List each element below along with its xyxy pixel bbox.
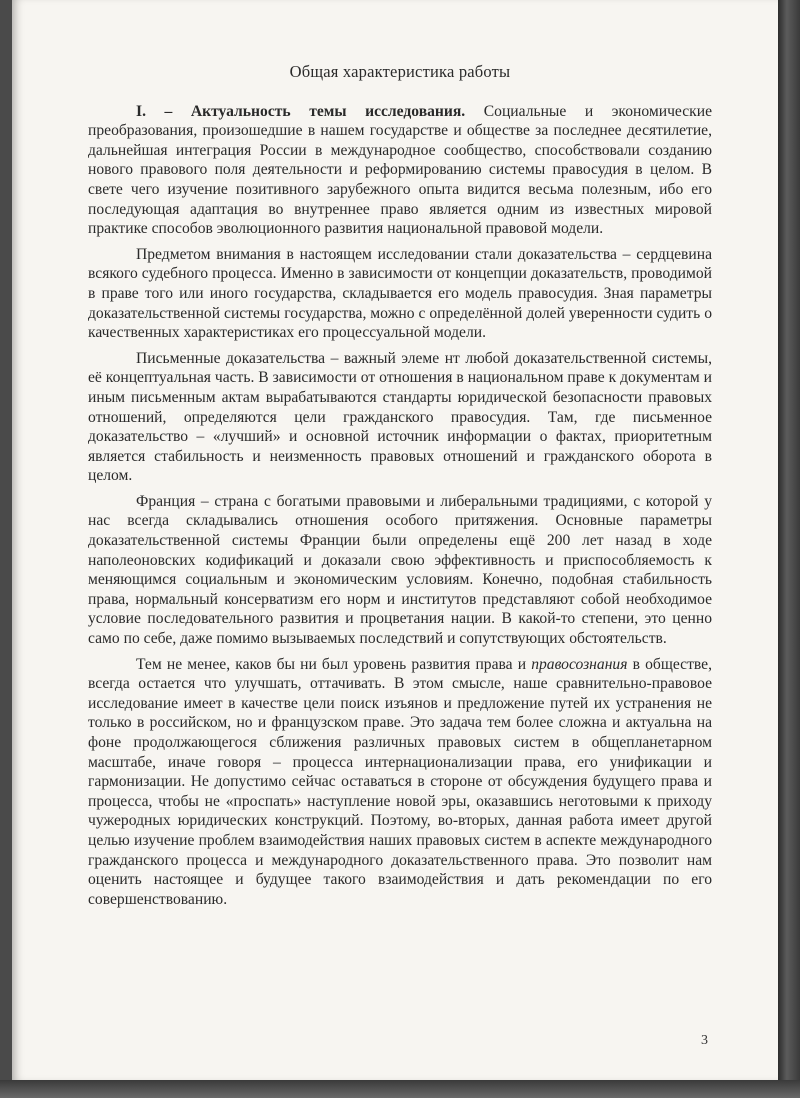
paragraph-relevance [88,102,712,239]
page-edge-right [778,0,800,1098]
page-number: 3 [701,1033,708,1048]
section-title: Общая характеристика работы [289,62,511,81]
paragraph-comparative-study [88,655,712,910]
paragraph-subject: Предметом внимания в настоящем исследовании стали доказательства – сердцевина всякого судебного процесса. Именно в зависимости от концепции доказательств, проводимой в праве того или иного государства, складывается его модель правосудия. Зная параметры доказательственной системы государства, можно с определённой долей уверенности судить о качественных характеристиках его процессуальной модели. [88,245,712,342]
comparative-text-start: Тем не менее, каков бы ни был уровень развития права и [136,655,532,673]
relevance-text: Социальные и экономические преобразования, произошедшие в нашем государстве и обществе за последнее десятилетие, дальнейшая интеграция России в международное сообщество, способствовали созданию нового правового поля деятельности и реформированию системы правосудия в целом. В свете чего изучение позитивного зарубежного опыта видится весьма полезным, ибо его последующая адаптация во внутреннее право является одним из известных мировой практике способов эволюционного развития национальной правовой модели. [88,102,712,238]
comparative-text-end: в обществе, всегда остается что улучшать, оттачивать. В этом смысле, наше сравнительно-правовое исследование имеет в качестве цели поиск изъянов и предложение путей их устранения не только в российском, но и французском праве. Это задача тем более сложна и актуальна на фоне продолжающегося сближения различных правовых систем в общепланетарном масштабе, иначе говоря – процесса интернационализации права, его унификации и гармонизации. Не допустимо сейчас оставаться в стороне от обсуждения будущего права и процесса, чтобы не «проспать» наступление новой эры, оказавшись неготовыми к приходу чужеродных юридических конструкций. Поэтому, во-вторых, данная работа имеет другой целью изучение проблем взаимодействия наших правовых систем в аспекте международного гражданского процесса и международного доказательственного права. Это позволит нам оценить настоящее и будущее такого взаимодействия и дать рекомендации по его совершенствованию. [88,655,712,908]
document-page [12,0,780,1080]
page-edge-bottom [0,1080,800,1098]
emphasized-term: правосознания [531,655,628,673]
relevance-heading: I. – Актуальность темы исследования. [136,102,466,120]
paragraph-france: Франция – страна с богатыми правовыми и либеральными традициями, с которой у нас всегда складывались отношения особого притяжения. Основные параметры доказательственной системы Франции были определены ещё 200 лет назад в ходе наполеоновских кодификаций и доказали свою эффективность и приспособляемость к меняющимся социальным и экономическим условиям. Конечно, подобная стабильность права, нормальный консерватизм его норм и институтов представляют собой необходимое условие последовательного развития и процветания нации. В какой-то степени, это ценно само по себе, даже помимо вызываемых последствий и сопутствующих обстоятельств. [88,492,712,648]
paragraph-written-evidence: Письменные доказательства – важный элеме нт любой доказательственной системы, её концептуальная часть. В зависимости от отношения в национальном праве к документам и иным письменным актам вырабатываются стандарты юридической безопасности правовых отношений, определяются цели гражданского правосудия. Там, где письменное доказательство – «лучший» и основной источник информации о фактах, приоритетным является стабильность и неизменность правовых отношений и гражданского оборота в целом. [88,349,712,485]
page-content [88,62,712,915]
